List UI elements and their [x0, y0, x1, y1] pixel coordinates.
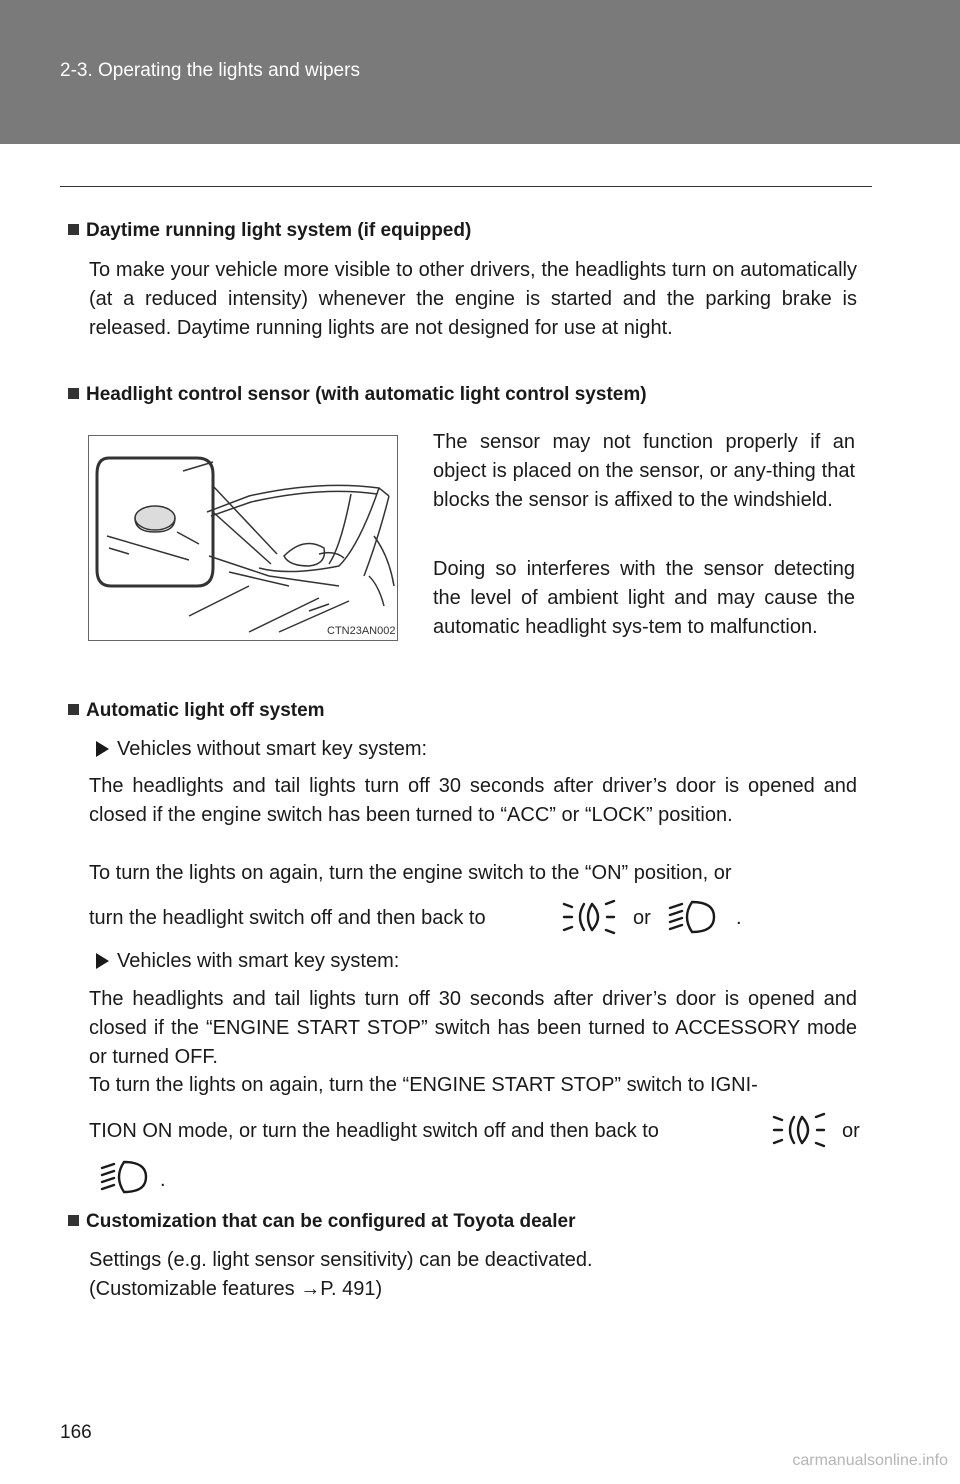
heading-automatic-light-off: Automatic light off system [68, 699, 325, 723]
square-bullet-icon [68, 224, 79, 235]
sensor-text-2: Doing so interferes with the sensor detecting the level of ambient light and may cause the automatic headlight sys-tem to malfunction. [433, 558, 855, 638]
period-1: . [736, 907, 742, 929]
or-text-2: or [842, 1120, 860, 1142]
headlight-low-beam-icon [668, 898, 718, 936]
heading-daytime-running-light: Daytime running light system (if equipped) [68, 219, 471, 243]
customization-line2: (Customizable features →P. 491) [89, 1278, 383, 1300]
or-text-1: or [633, 907, 651, 929]
with-smart-key-body: The headlights and tail lights turn off 30 seconds after driver’s door is opened and closed if the “ENGINE START STOP” switch has been turned to ACCESSORY mode or turned OFF. [89, 988, 857, 1068]
with-smart-key-line2: TION ON mode, or turn the headlight switch off and then back to [89, 1120, 659, 1142]
figure-code: CTN23AN002 [327, 625, 396, 637]
section-header-band [0, 0, 960, 144]
sensor-text-1: The sensor may not function properly if an object is placed on the sensor, or any-thing that blocks the sensor is affixed to the windshield. [433, 431, 855, 511]
drl-body: To make your vehicle more visible to other drivers, the headlights turn on automatically (at a reduced intensity) whenever the engine is started and the parking brake is released. Daytime running lights are not designed for use at night. [89, 259, 857, 339]
square-bullet-icon [68, 388, 79, 399]
header-divider [60, 186, 872, 187]
heading-customization: Customization that can be configured at Toyota dealer [68, 1210, 575, 1234]
sensor-illustration [88, 435, 398, 641]
without-smart-key-line2: turn the headlight switch off and then back to [89, 907, 486, 929]
square-bullet-icon [68, 704, 79, 715]
section-title: 2-3. Operating the lights and wipers [60, 60, 360, 81]
subheading-with-smart-key: Vehicles with smart key system: [96, 947, 399, 976]
without-smart-key-body: The headlights and tail lights turn off 30 seconds after driver’s door is opened and closed if the engine switch has been turned to “ACC” or “LOCK” position. [89, 775, 857, 826]
with-smart-key-line1: To turn the lights on again, turn the “ENGINE START STOP” switch to IGNI- [89, 1074, 758, 1096]
triangle-right-arrow-icon [96, 741, 109, 757]
subheading-without-smart-key: Vehicles without smart key system: [96, 735, 427, 764]
without-smart-key-line1: To turn the lights on again, turn the engine switch to the “ON” position, or [89, 862, 732, 884]
headlight-auto-icon [562, 898, 616, 936]
customization-line1: Settings (e.g. light sensor sensitivity) can be deactivated. [89, 1249, 593, 1271]
heading-headlight-control-sensor: Headlight control sensor (with automatic light control system) [68, 383, 647, 407]
period-2: . [160, 1169, 166, 1191]
headlight-auto-icon [772, 1111, 826, 1149]
windshield-sensor-drawing [89, 436, 397, 640]
square-bullet-icon [68, 1215, 79, 1226]
page-number: 166 [60, 1422, 92, 1443]
triangle-right-arrow-icon [96, 953, 109, 969]
watermark: carmanualsonline.info [792, 1452, 948, 1469]
headlight-low-beam-icon [100, 1158, 150, 1196]
